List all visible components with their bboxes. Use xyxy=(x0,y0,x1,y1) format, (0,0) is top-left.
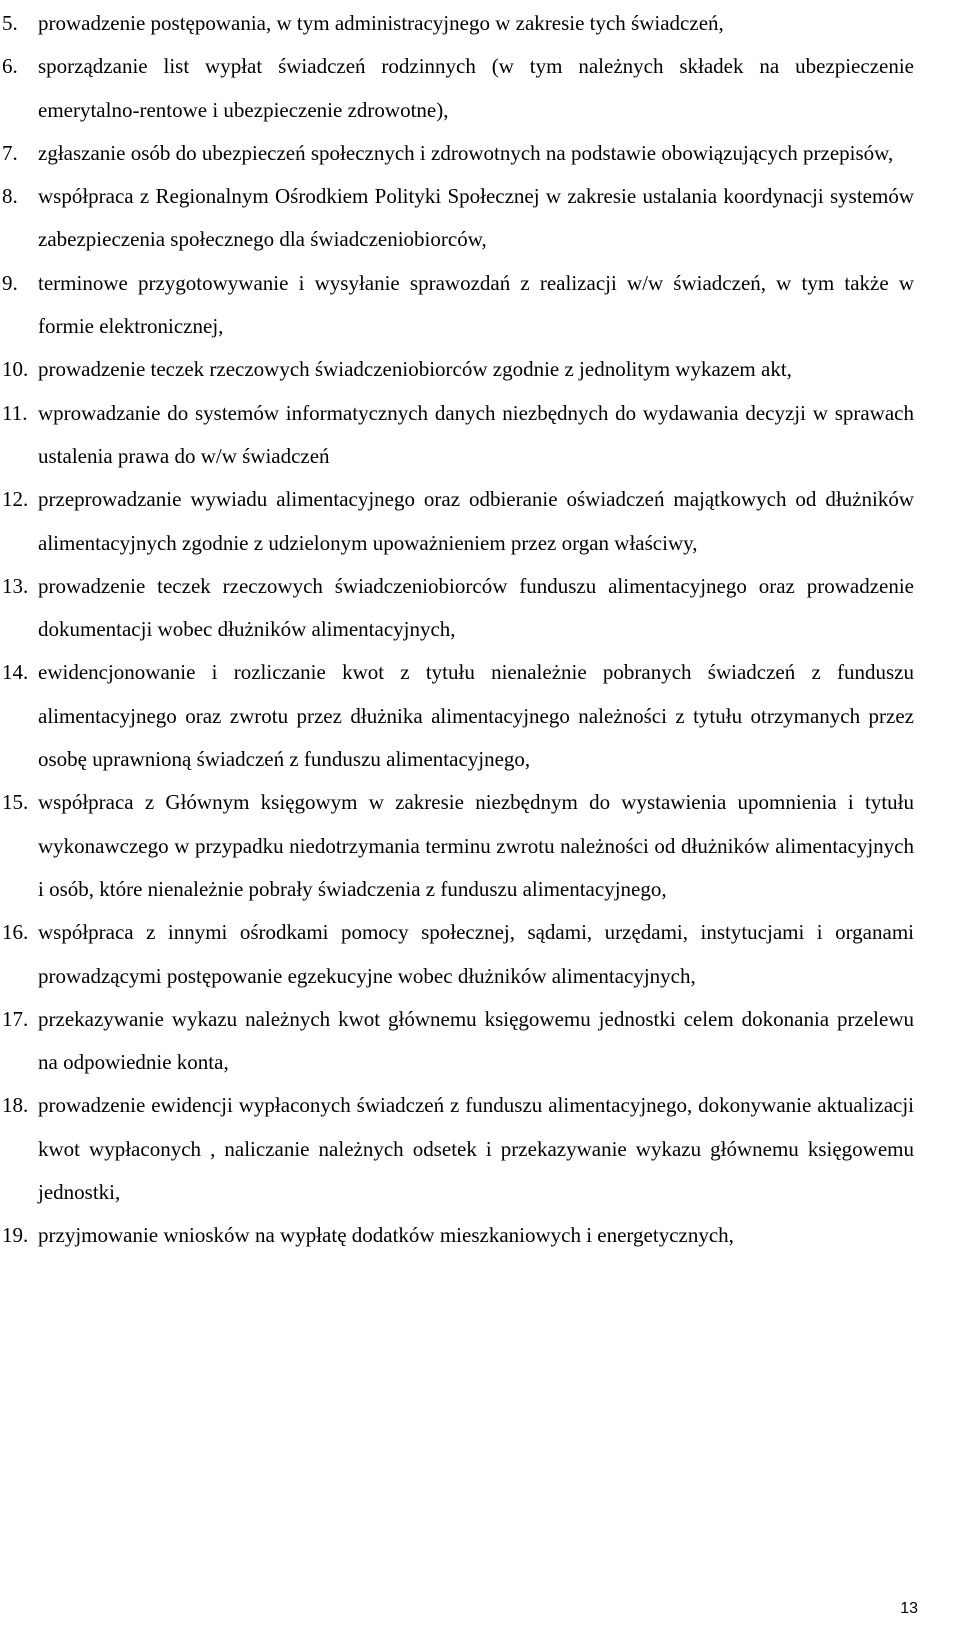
list-item-text: terminowe przygotowywanie i wysyłanie sprawozdań z realizacji w/w świadczeń, w tym także w formie elektronicznej, xyxy=(38,270,914,339)
list-item xyxy=(0,45,960,132)
list-item-number: 6. xyxy=(2,54,18,79)
list-item xyxy=(0,348,960,391)
list-item-number: 14. xyxy=(2,660,29,685)
list-item-number: 7. xyxy=(2,140,18,165)
list-item-number: 5. xyxy=(2,11,18,35)
list-item-text: prowadzenie postępowania, w tym administracyjnego w zakresie tych świadczeń, xyxy=(38,11,724,35)
list-item-text: prowadzenie ewidencji wypłaconych świadczeń z funduszu alimentacyjnego, dokonywanie aktualizacji kwot wypłaconych , naliczanie należnych odsetek i przekazywanie wykazu głównemu księgowemu jednostki, xyxy=(38,1093,914,1205)
list-item xyxy=(0,651,960,781)
list-item-number: 9. xyxy=(2,270,18,295)
list-item xyxy=(0,565,960,652)
list-item xyxy=(0,1214,960,1257)
list-item-text: ewidencjonowanie i rozliczanie kwot z tytułu nienależnie pobranych świadczeń z funduszu alimentacyjnego oraz zwrotu przez dłużnika alimentacyjnego należności z tytułu otrzymanych przez osobę uprawnioną świadczeń z funduszu alimentacyjnego, xyxy=(38,660,914,772)
list-item-number: 13. xyxy=(2,573,29,598)
list-item-number: 17. xyxy=(2,1006,29,1031)
list-item-number: 19. xyxy=(2,1223,29,1248)
list-item-text: współpraca z Głównym księgowym w zakresie niezbędnym do wystawienia upomnienia i tytułu wykonawczego w przypadku niedotrzymania terminu zwrotu należności od dłużników alimentacyjnych i osób, które nienależnie pobrały świadczenia z funduszu alimentacyjnego, xyxy=(38,790,914,901)
list-item-text: przeprowadzanie wywiadu alimentacyjnego oraz odbieranie oświadczeń majątkowych od dłużników alimentacyjnych zgodnie z udzielonym upoważnieniem przez organ właściwy, xyxy=(38,487,914,555)
list-item xyxy=(0,998,960,1085)
list-item-text: zgłaszanie osób do ubezpieczeń społecznych i zdrowotnych na podstawie obowiązujących przepisów, xyxy=(38,140,894,165)
list-item-number: 15. xyxy=(2,790,29,815)
list-item-text: sporządzanie list wypłat świadczeń rodzinnych (w tym należnych składek na ubezpieczenie emerytalno-rentowe i ubezpieczenie zdrowotne), xyxy=(38,54,914,122)
list-item-text: współpraca z Regionalnym Ośrodkiem Polityki Społecznej w zakresie ustalania koordynacji systemów zabezpieczenia społecznego dla świadczeniobiorców, xyxy=(38,184,914,252)
list-item-number: 11. xyxy=(2,400,28,425)
list-item-text: współpraca z innymi ośrodkami pomocy społecznej, sądami, urzędami, instytucjami i organami prowadzącymi postępowanie egzekucyjne wobec dłużników alimentacyjnych, xyxy=(38,920,914,988)
list-item-text: przekazywanie wykazu należnych kwot głównemu księgowemu jednostki celem dokonania przelewu na odpowiednie konta, xyxy=(38,1006,914,1075)
list-item-number: 12. xyxy=(2,487,29,512)
list-item xyxy=(0,478,960,565)
list-item xyxy=(0,392,960,479)
list-item-text: prowadzenie teczek rzeczowych świadczeniobiorców funduszu alimentacyjnego oraz prowadzenie dokumentacji wobec dłużników alimentacyjnych, xyxy=(38,573,914,642)
list-item-number: 18. xyxy=(2,1093,29,1118)
list-item xyxy=(0,781,960,911)
list-item-number: 8. xyxy=(2,184,18,209)
list-item xyxy=(0,2,960,45)
list-item xyxy=(0,1084,960,1214)
list-item xyxy=(0,175,960,262)
list-item xyxy=(0,132,960,175)
list-item-text: wprowadzanie do systemów informatycznych danych niezbędnych do wydawania decyzji w sprawach ustalenia prawa do w/w świadczeń xyxy=(38,400,914,468)
page-number: 13 xyxy=(900,1600,918,1617)
list-item-text: przyjmowanie wniosków na wypłatę dodatków mieszkaniowych i energetycznych, xyxy=(38,1223,734,1248)
duties-list xyxy=(0,2,960,1258)
list-item xyxy=(0,911,960,998)
list-item-number: 10. xyxy=(2,357,29,382)
list-item xyxy=(0,262,960,349)
list-item-text: prowadzenie teczek rzeczowych świadczeniobiorców zgodnie z jednolitym wykazem akt, xyxy=(38,357,792,382)
list-item-number: 16. xyxy=(2,920,29,945)
